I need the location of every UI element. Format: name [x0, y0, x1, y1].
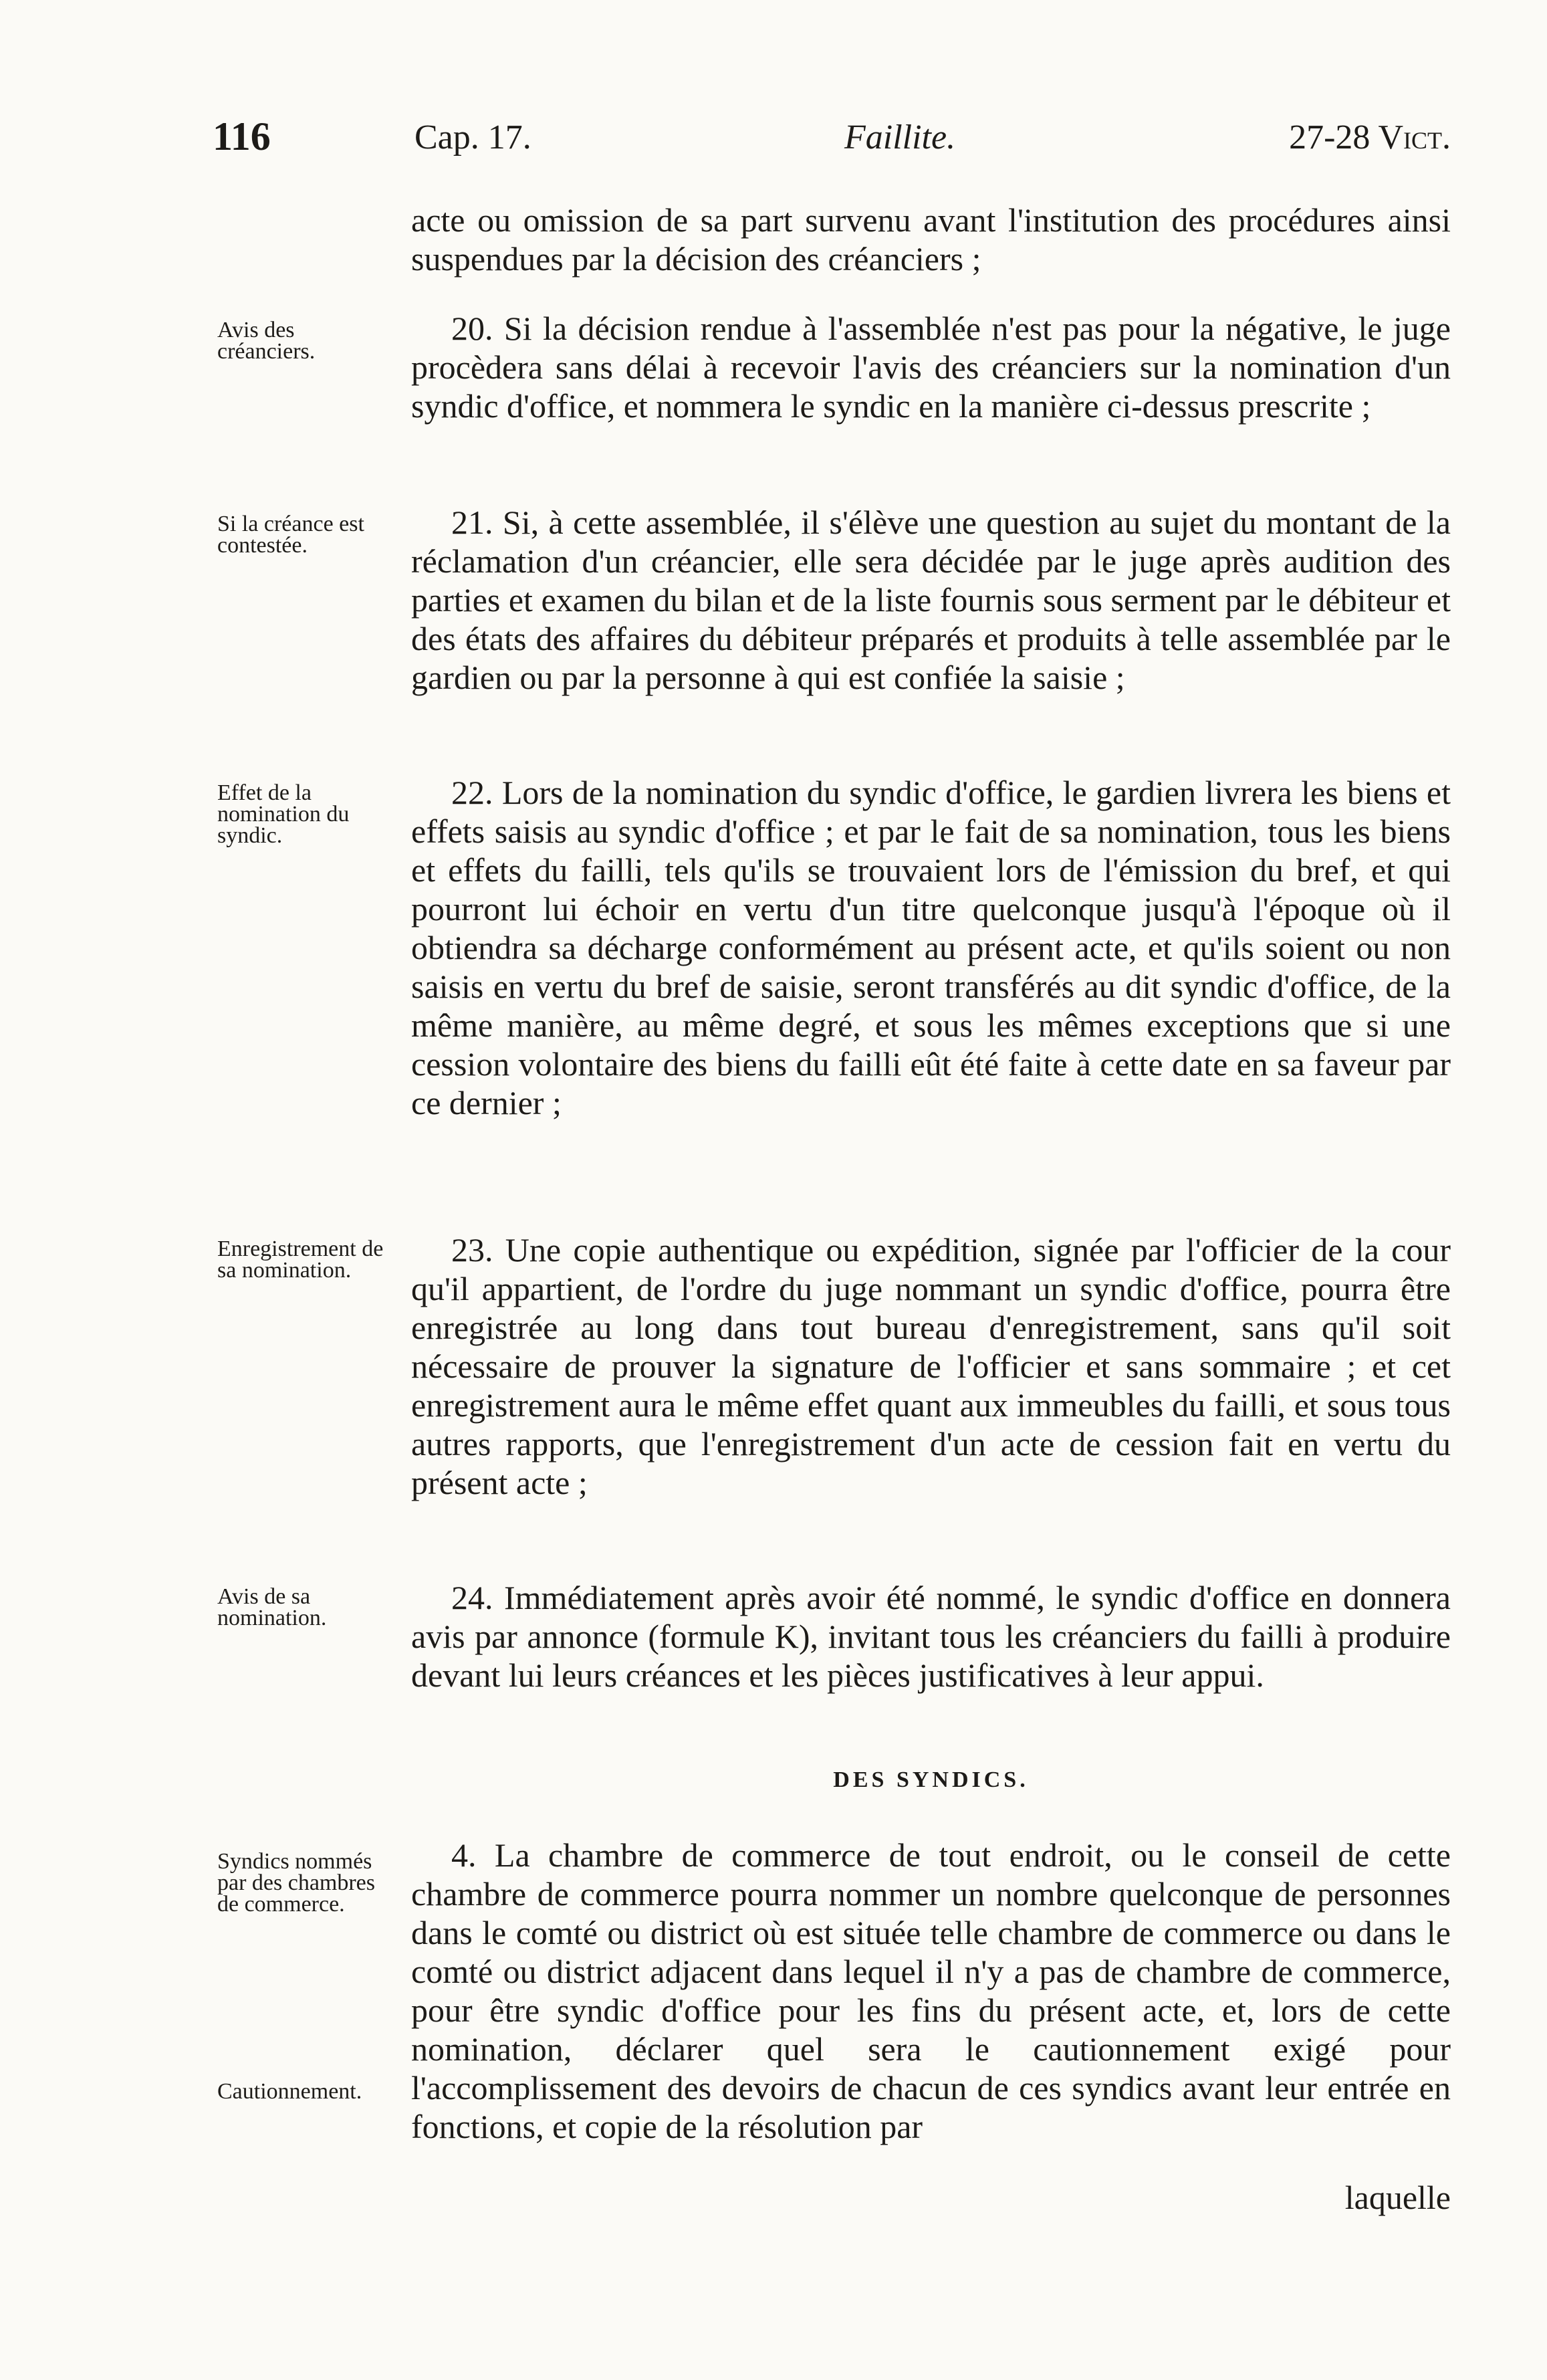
section-23: 23. Une copie authentique ou expédition, signée par l'officier de la cour qu'il appartient, de l'ordre du juge nommant un syndic d'office, pourra être enregistrée au long dans tout bureau d'enregistrement, sans qu'il soit nécessaire de prouver la signature de l'officier et sans sommaire ; et cet enregistrement aura le même effet quant aux immeubles du failli, et sous tous autres rapports, que l'enregistrement d'un acte de cession fait en vertu du présent acte ;: [411, 1231, 1451, 1501]
running-header: [213, 114, 1451, 174]
running-title: Faillite.: [844, 118, 956, 156]
catchword: laquelle: [1344, 2179, 1451, 2216]
margin-note-s22: Effet de la nomination du syndic.: [217, 780, 350, 848]
regnal-year: 27-28 Vict.: [1289, 118, 1451, 156]
margin-note-s24: Avis de sa nomination.: [217, 1584, 327, 1630]
section-4: 4. La chambre de commerce de tout endroit, ou le conseil de cette chambre de commerce pourra nommer un nombre quelconque de personnes dans le comté ou district où est située telle chambre de commerce ou dans le comté ou district adjacent dans lequel il n'y a pas de chambre de commerce, pour être syndic d'office pour les fins du présent acte, et, lors de cette nomination, déclarer quel sera le cautionnement exigé pour l'accomplissement des devoirs de chacun de ces syndics avant leur entrée en fonctions, et copie de la résolution par: [411, 1836, 1451, 2145]
margin-note-cautionnement: Cautionnement.: [217, 2079, 362, 2104]
page-number: 116: [213, 114, 271, 158]
section-21: 21. Si, à cette assemblée, il s'élève une question au sujet du montant de la réclamation d'un créancier, elle sera décidée par le juge après audition des parties et examen du bilan et de la liste fournis sous serment par le débiteur et des états des affaires du débiteur préparés et produits à telle assemblée par le gardien ou par la personne à qui est confiée la saisie ;: [411, 504, 1451, 696]
margin-note-syndics: Syndics nommés par des chambres de commerce.: [217, 1849, 376, 1917]
section-20: 20. Si la décision rendue à l'assemblée n'est pas pour la négative, le juge procèdera sans délai à recevoir l'avis des créanciers sur la nomination d'un syndic d'office, et nommera le syndic en la manière ci-dessus prescrite ;: [411, 310, 1451, 425]
margin-note-s20: Avis des créanciers.: [217, 318, 316, 364]
margin-note-s23: Enregistrement de sa nomination.: [217, 1236, 384, 1283]
section-22: 22. Lors de la nomination du syndic d'office, le gardien livrera les biens et effets saisis au syndic d'office ; et par le fait de sa nomination, tous les biens et effets du failli, tels qu'ils se trouvaient lors de l'émission du bref, et qui pourront lui échoir en vertu d'un titre quelconque jusqu'à l'époque où il obtiendra sa décharge conformément au présent acte, et qu'ils soient ou non saisis en vertu du bref de saisie, seront transférés au dit syndic d'office, de la même manière, au même degré, et sous les mêmes exceptions que si une cession volontaire des biens du failli eût été faite à cette date en sa faveur par ce dernier ;: [411, 774, 1451, 1121]
section-24: 24. Immédiatement après avoir été nommé, le syndic d'office en donnera avis par annonce (formule K), invitant tous les créanciers du failli à produire devant lui leurs créances et les pièces justificatives à leur appui.: [411, 1579, 1451, 1694]
continuation-paragraph: acte ou omission de sa part survenu avant l'institution des procédures ainsi suspendues par la décision des créanciers ;: [411, 201, 1451, 278]
margin-note-s21: Si la créance est contestée.: [217, 512, 364, 558]
chapter-label: Cap. 17.: [414, 118, 531, 156]
section-heading: DES SYNDICS.: [833, 1767, 1029, 1792]
